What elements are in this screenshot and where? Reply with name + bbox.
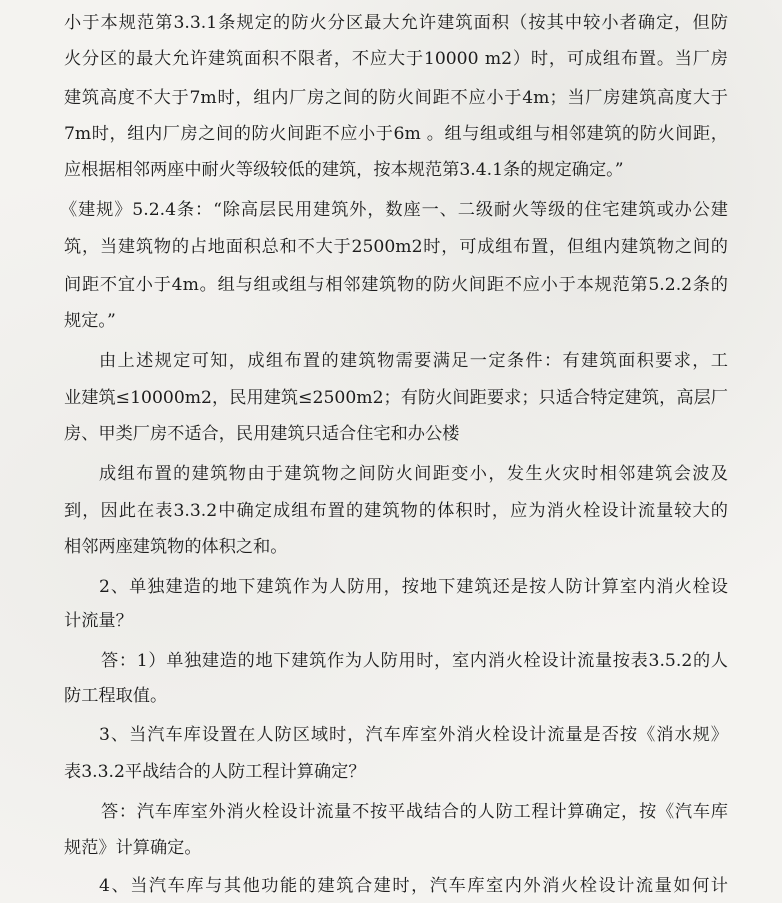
text-line: 业建筑≤10000m2，民用建筑≤2500m2；有防火间距要求；只适合特定建筑，高层厂 [64,388,728,408]
text-line: 4、当汽车库与其他功能的建筑合建时，汽车库室内外消火栓设计流量如何计 [99,876,728,896]
text-line: 7m时，组内厂房之间的防火间距不应小于6m 。组与组或组与相邻建筑的防火间距， [64,124,728,144]
text-line: 成组布置的建筑物由于建筑物之间防火间距变小，发生火灾时相邻建筑会波及 [99,464,728,484]
text-line: 《建规》5.2.4条：“除高层民用建筑外，数座一、二级耐火等级的住宅建筑或办公建 [60,200,728,220]
text-line: 答：1）单独建造的地下建筑作为人防用时，室内消火栓设计流量按表3.5.2的人 [101,651,728,671]
text-line: 计流量？ [64,611,133,631]
text-line: 建筑高度不大于7m时，组内厂房之间的防火间距不应小于4m；当厂房建筑高度大于 [64,88,728,108]
text-line: 间距不宜小于4m。组与组或组与相邻建筑物的防火间距不应小于本规范第5.2.2条的 [64,275,728,295]
text-line: 表3.3.2平战结合的人防工程计算确定？ [64,762,366,782]
text-line: 规定。” [64,311,116,331]
text-line: 由上述规定可知，成组布置的建筑物需要满足一定条件：有建筑面积要求，工 [99,351,728,371]
text-line: 规范》计算确定。 [64,838,202,858]
text-line: 筑，当建筑物的占地面积总和不大于2500m2时，可成组布置，但组内建筑物之间的 [64,237,728,257]
text-line: 3、当汽车库设置在人防区域时，汽车库室外消火栓设计流量是否按《消水规》 [99,725,728,745]
text-line: 相邻两座建筑物的体积之和。 [64,537,288,557]
text-line: 小于本规范第3.3.1条规定的防火分区最大允许建筑面积（按其中较小者确定，但防 [64,13,728,33]
text-line: 房、甲类厂房不适合，民用建筑只适合住宅和办公楼 [64,424,460,444]
text-line: 防工程取值。 [64,686,168,706]
text-line: 答：汽车库室外消火栓设计流量不按平战结合的人防工程计算确定，按《汽车库 [101,802,728,822]
text-line: 火分区的最大允许建筑面积不限者，不应大于10000 m2）时，可成组布置。当厂房 [64,49,728,69]
text-line: 应根据相邻两座中耐火等级较低的建筑，按本规范第3.4.1条的规定确定。” [64,160,624,180]
text-line: 2、单独建造的地下建筑作为人防用，按地下建筑还是按人防计算室内消火栓设 [99,577,728,597]
text-line: 到，因此在表3.3.2中确定成组布置的建筑物的体积时，应为消火栓设计流量较大的 [64,501,728,521]
